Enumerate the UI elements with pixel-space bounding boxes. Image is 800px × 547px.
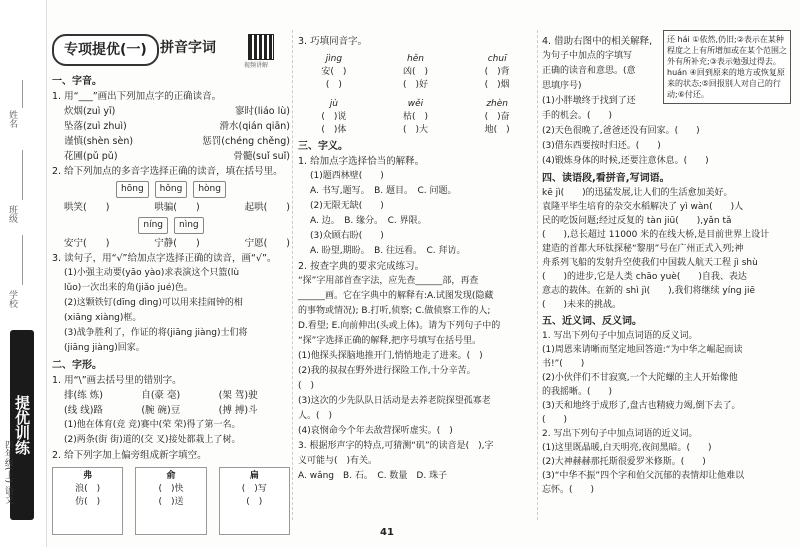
school-label: 学校 <box>7 290 17 308</box>
column-divider <box>292 30 293 520</box>
blank-item[interactable]: ( ) <box>246 497 263 507</box>
q3-lines <box>52 266 290 356</box>
text-line: (1)题西林壁( ) <box>310 171 384 181</box>
text-line: 书!”( ) <box>542 359 585 369</box>
pinyin-option: nìng <box>174 217 204 234</box>
homophone-cell <box>380 98 452 137</box>
blank-item[interactable]: ( )奋 <box>484 112 510 122</box>
blank-item[interactable]: ( )大 <box>402 125 428 135</box>
question: 4. 借助右图中的相关解释, <box>542 36 653 47</box>
blank-item[interactable]: 宁愿( ) <box>244 238 290 249</box>
blank-item[interactable]: 安宁( ) <box>64 238 110 249</box>
radical-card <box>219 467 290 535</box>
homophone-cell <box>298 53 370 92</box>
blank-item[interactable]: 凶( ) <box>402 67 428 77</box>
text-line: 人。( ) <box>298 411 333 421</box>
blank-item[interactable]: 浪( ) <box>75 484 101 494</box>
section-heading: 四、读语段,看拼音,写词语。 <box>542 173 670 184</box>
radical-card <box>52 467 123 535</box>
blank-item[interactable]: 仿( ) <box>75 497 101 507</box>
text-line: 的事物或情况); B.打听,侦察; C.做侦察工作的人; <box>298 306 491 316</box>
text-line: ( )未来的挑战。 <box>542 300 622 310</box>
blank-item[interactable]: ( )烟 <box>484 80 510 90</box>
text-line: ( )的进步,它是人类 chāo yuè( )自我、表达 <box>542 272 747 282</box>
text-line: (2)无限无缺( ) <box>310 201 384 211</box>
spine-margin <box>0 0 47 547</box>
text-line: (1)他探头探脑地推开门,悄悄地走了进来。( ) <box>298 351 483 361</box>
text-line: 义可能与( )有关。 <box>298 456 378 466</box>
text-line: (jiāng jiàng)回家。 <box>64 343 145 353</box>
question: 3. 巧填同音字。 <box>298 36 368 47</box>
card-head: 扁 <box>249 471 259 481</box>
list-item: (腕 碗)豆 <box>141 405 181 416</box>
sec5-lines <box>542 329 787 497</box>
text-line: (1)周恩来请晰而坚定地回答道:“为中华之崛起而读 <box>542 345 743 355</box>
blank-item[interactable]: 哄笑( ) <box>64 202 110 213</box>
text-line: (xiāng xiàng)框。 <box>64 313 142 323</box>
text-line: (2)我的叔叔在野外进行探险工作,十分辛苦。 <box>298 366 476 376</box>
list-item: (搏 搏)斗 <box>218 405 258 416</box>
text-line: (4)锻炼身体的时候,还要注意休息。( ) <box>542 156 709 166</box>
column-2 <box>298 34 533 484</box>
text-line: 民的吃饭问题;经过反复的 tàn jiū( ),yǎn tǎ <box>542 216 732 226</box>
blank-item[interactable]: ( )送 <box>158 497 184 507</box>
list-item: 坠落(zuì zhuì) <box>64 121 127 132</box>
list-item: 骨髓(suǐ suǐ) <box>233 151 290 162</box>
section-banner <box>52 34 242 64</box>
pinyin-option: hǒng <box>155 181 188 198</box>
brand-logo: 提优训练 <box>10 330 34 520</box>
text-line: ( ),总长超过 11000 米的在线大桥,是目前世界上设计 <box>542 230 770 240</box>
text-line: “探”字选择正确的解释,把序号填写在括号里。 <box>298 336 482 346</box>
text-line: (4)哀悯命今个年去敌营探听虚实。( ) <box>298 426 453 436</box>
list-item: 花圃(pǔ pǔ) <box>64 151 118 162</box>
text-line: A. 盼望,期盼。 B. 往远看。 C. 拜访。 <box>310 246 466 256</box>
text-line: 为句子中加点的字填写 <box>542 51 633 61</box>
blank-item[interactable]: 哄骗( ) <box>154 202 200 213</box>
text-line: (1)这里既晶暖,白天明亮,夜间黑暗。( ) <box>542 443 712 453</box>
card-head: 俞 <box>166 471 176 481</box>
list-item: 谨慎(shèn sèn) <box>64 136 134 147</box>
text-line: ( ) <box>542 415 568 425</box>
blank-item[interactable]: ( ) <box>325 80 342 90</box>
pinyin: wěi <box>407 99 424 109</box>
blank-item[interactable]: 地( ) <box>484 125 510 135</box>
homophone-cell <box>461 98 533 137</box>
text-line: (1)小胖墩终于找到了还 <box>542 96 636 106</box>
text-line: D.看望; E.向前伸出(头或上体)。请为下列句子中的 <box>298 321 501 331</box>
pinyin-box <box>52 181 290 198</box>
blank-item[interactable]: 宁静( ) <box>154 238 200 249</box>
section-heading: 五、近义词、反义词。 <box>542 316 642 327</box>
blank-item[interactable]: ( )写 <box>241 484 267 494</box>
list-item: 自(豪 毫) <box>141 390 181 401</box>
section-heading: 一、字音。 <box>52 76 102 87</box>
section-heading: 三、字义。 <box>298 141 348 152</box>
blank-item[interactable]: ( )好 <box>402 80 428 90</box>
text-line: (3)众顾右盼( ) <box>310 231 384 241</box>
text-line: (1)他在体育(竞 竞)赛中(荣 荣)得了第一名。 <box>64 420 241 430</box>
name-line <box>22 80 23 108</box>
question: 1. 用“\”画去括号里的错别字。 <box>52 375 182 386</box>
q2-lines <box>298 274 533 484</box>
text-line: lǔo)一次出来的角(jiǎo jué)色。 <box>64 283 193 293</box>
list-item: 炊烟(zuì yī) <box>64 106 116 117</box>
banner-right: 拼音字词 <box>160 40 216 56</box>
q1-items <box>298 169 533 259</box>
homophone-grid <box>298 53 533 137</box>
pinyin: jù <box>329 99 338 109</box>
homophone-cell <box>461 53 533 92</box>
text-line: (2)这颗铁钉(dīng dìng)可以用来挂闹钟的相 <box>64 298 243 308</box>
class-line <box>22 150 23 200</box>
q1-grid <box>52 104 290 164</box>
list-item: (线 线)路 <box>64 405 103 416</box>
pinyin-box <box>52 217 290 234</box>
text-line: 袁隆平毕生培育的杂交水稻解决了 yì wàn( )人 <box>542 202 744 212</box>
blank-item[interactable]: 枯( ) <box>402 112 428 122</box>
homophone-cell <box>380 53 452 92</box>
text-line: (2)大神赫赫那托斯很爱罗米修斯。( ) <box>542 457 706 467</box>
text-line: A. 边。 B. 缘分。 C. 界限。 <box>310 216 427 226</box>
text-line: ______画。它在字典中的解释有:A.试图发现(隐藏 <box>298 291 494 301</box>
qr-code-icon[interactable] <box>248 34 274 60</box>
text-line: 3. 根据形声字的特点,可猜测“矶”的读音是( ),字 <box>298 441 494 451</box>
q4-lines <box>542 49 660 124</box>
question: 2. 给下列加点的多音字选择正确的读音，填在括号里。 <box>52 166 283 177</box>
text-line: A. 书写,题写。 B. 题目。 C. 问题。 <box>310 186 457 196</box>
list-item: 寥时(liáo lù) <box>234 106 290 117</box>
text-line: A. wǎng B. 石。 C. 数量 D. 珠子 <box>298 471 448 481</box>
page-number: 41 <box>380 527 394 538</box>
sec4-lines <box>542 186 787 312</box>
pinyin-option: hōng <box>116 181 149 198</box>
text-line: 意志的载体。在新的 shì jì( ),我们将继续 yíng jiē <box>542 286 756 296</box>
list-item: 排(练 炼) <box>64 390 103 401</box>
grade-label: 四年级(上) 语文 <box>3 440 13 504</box>
qr-caption: 视频讲解 <box>244 62 269 69</box>
list-item: 滑水(qián qiān) <box>219 121 290 132</box>
blank-item[interactable]: 安( ) <box>321 67 347 77</box>
pinyin-option: níng <box>138 217 168 234</box>
list-item: 惩罚(chéng chěng) <box>202 136 290 147</box>
blank-item[interactable]: ( )快 <box>158 484 184 494</box>
pinyin: jìng <box>325 54 343 64</box>
text-line: (2)小伙伴们不甘寂寞,一个大陀螺的主人开始像他 <box>542 373 738 383</box>
text-line: (3)“中华不振”四个字和伯父沉郁的表情却让他难以 <box>542 471 745 481</box>
blank-item[interactable]: ( )体 <box>321 125 347 135</box>
banner-left: 专项提优(一) <box>52 34 159 66</box>
text-line: (2)天色很晚了,爸爸还没有回家。( ) <box>542 126 700 136</box>
question: 2. 按查字典的要求完成练习。 <box>298 261 425 272</box>
text-line: (3)战争胜利了，作证的将(jiāng jiàng)士们将 <box>64 328 248 338</box>
list-item: (架 驾)驶 <box>218 390 258 401</box>
radical-cards <box>52 467 290 535</box>
pinyin: hěn <box>407 54 424 64</box>
pinyin-option: hòng <box>193 181 226 198</box>
text-line: 正确的读音和意思。(意 <box>542 66 636 76</box>
text-line: 1. 写出下列句子中加点词语的反义词。 <box>542 331 698 341</box>
text-line: 手的机会。( ) <box>542 111 613 121</box>
question: 1. 用“___”画出下列加点字的正确读音。 <box>52 91 222 102</box>
text-line: (3)这次的少先队队日活动是去养老院探望孤寡老 <box>298 396 491 406</box>
text-line: 的我摇晰。( ) <box>542 387 613 397</box>
blank-item[interactable]: ( )说 <box>321 112 347 122</box>
class-label: 班级 <box>7 205 17 223</box>
pinyin: zhèn <box>486 99 508 109</box>
school-line <box>22 235 23 285</box>
text-line: ( ) <box>298 381 315 391</box>
blank-item[interactable]: 起哄( ) <box>244 202 290 213</box>
pinyin: chuī <box>487 54 507 64</box>
name-label: 姓名 <box>7 110 17 128</box>
text-line: kē jì( )的迅猛发展,让人们的生活愈加美好。 <box>542 188 733 198</box>
text-line: 舟系列飞船的发射升空使我们中国载人航天工程 jì shù <box>542 258 758 268</box>
column-1 <box>52 72 290 535</box>
text-line: 思填序号) <box>542 81 582 91</box>
blank-item[interactable]: ( )背 <box>484 67 510 77</box>
text-line: “探”字用部首查字法，应先查______部，再查 <box>298 276 479 286</box>
homophone-cell <box>298 98 370 137</box>
column-divider <box>537 30 538 520</box>
radical-card <box>135 467 206 535</box>
text-line: (1)小强主动要(yāo yào)求表演这个只篮(lù <box>64 268 240 278</box>
section-heading: 二、字形。 <box>52 360 102 371</box>
text-line: 忘怀。( ) <box>542 485 595 495</box>
dictionary-box: 还 hái ①依然,仍旧;②表示在某种程度之上有所增加或在某个范围之外有所补充;③表示勉强过得去。huán ④回到原来的地方或恢复原来的状态;⑤回报别人对自己的行动;⑥付还。 <box>663 30 791 104</box>
question: 1. 给加点字选择恰当的解释。 <box>298 156 425 167</box>
card-head: 弗 <box>83 471 93 481</box>
text-line: (2)两条(街 街)道的(交 叉)接处都栽上了树。 <box>64 435 241 445</box>
text-line: (3)天和地终于成形了,盘古也精疲力竭,倒下去了。 <box>542 401 741 411</box>
text-line: 建造的首都大环钛探秘“黎朋”号在广州正式入列;神 <box>542 244 744 254</box>
question: 3. 读句子，用“√”给加点字选择正确的读音，画“√”。 <box>52 253 277 264</box>
question: 2. 给下列字加上偏旁组成新字填空。 <box>52 450 207 461</box>
text-line: (3)借东西要按时归还。( ) <box>542 141 661 151</box>
text-line: 2. 写出下列句子中加点词语的近义词。 <box>542 429 698 439</box>
q4-grid <box>52 388 290 418</box>
